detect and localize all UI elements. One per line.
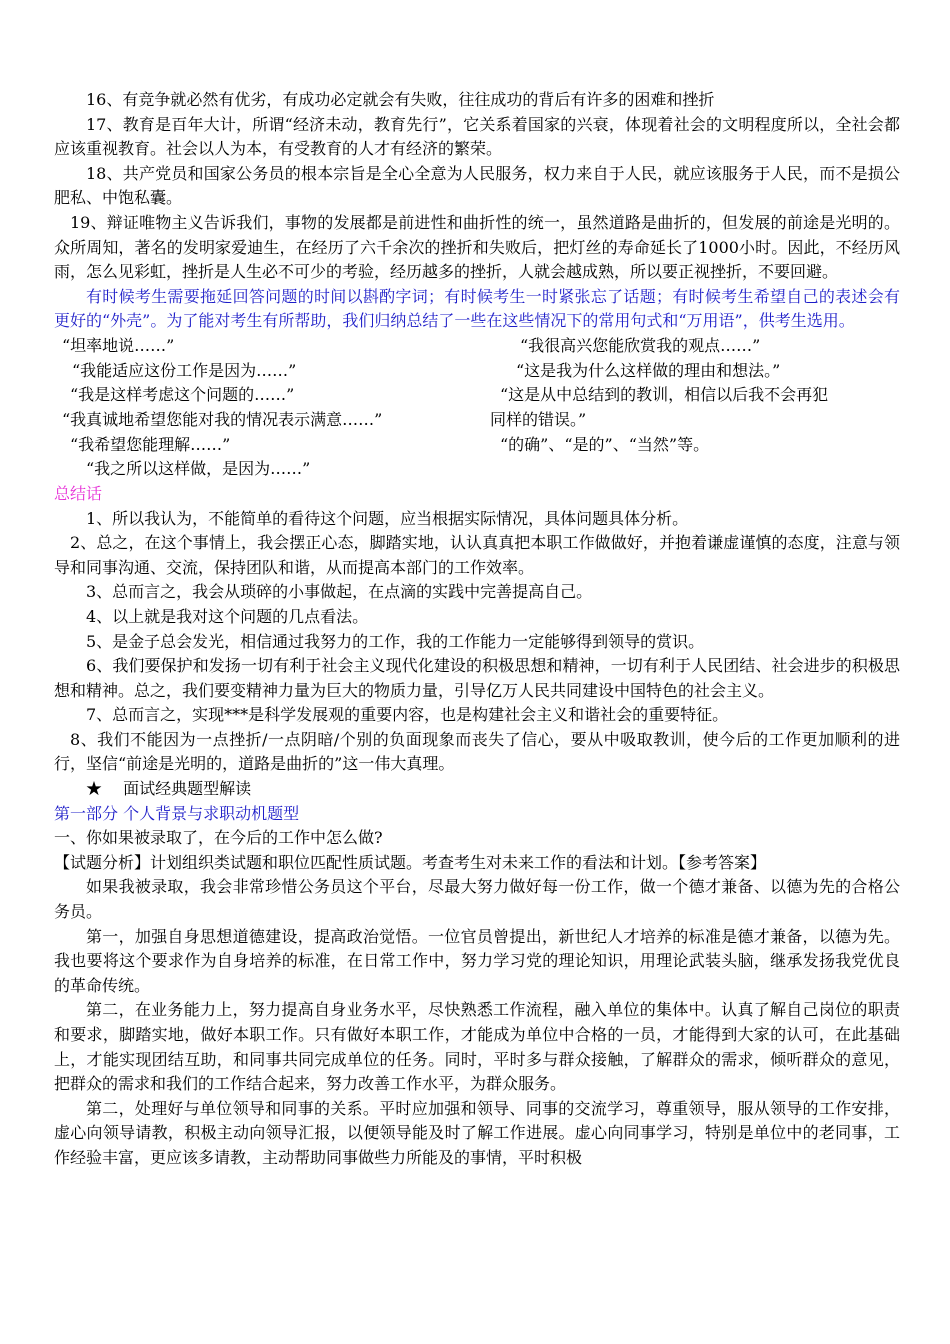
- document-page: [54, 88, 900, 1171]
- summary-item-2: 2、总之，在这个事情上，我会摆正心态，脚踏实地，认认真真把本职工作做做好，并抱着谦虚谨慎的态度，注意与领导和同事沟通、交流，保持团队和谐，从而提高本部门的工作效率。: [54, 533, 900, 577]
- summary-item-5: 5、是金子总会发光，相信通过我努力的工作，我的工作能力一定能够得到领导的赏识。: [86, 631, 705, 651]
- analysis: 【试题分析】计划组织类试题和职位匹配性质试题。考查考生对未来工作的看法和计划。【参考答案】: [54, 852, 767, 872]
- intro-note: 有时候考生需要拖延回答问题的时间以斟酌字词；有时候考生一时紧张忘了话题；有时候考生希望自己的表述会有更好的“外壳”。为了能对考生有所帮助，我们归纳总结了一些在这些情况下的常用句式和“万用语”，供考生选用。: [54, 286, 900, 331]
- summary-item-4: 4、以上就是我对这个问题的几点看法。: [86, 606, 369, 626]
- phrase-right-3: “这是从中总结到的教训，相信以后我不会再犯: [500, 384, 829, 404]
- summary-item-7: 7、总而言之，实现***是科学发展观的重要内容，也是构建社会主义和谐社会的重要特征。: [86, 705, 729, 725]
- phrase-left-6: “我之所以这样做，是因为……”: [86, 458, 311, 478]
- phrase-left-1: “坦率地说……”: [62, 335, 175, 355]
- section-star-title: ★ 面试经典题型解读: [86, 779, 252, 799]
- part-heading: 第一部分 个人背景与求职动机题型: [54, 803, 300, 823]
- paragraph-17: 17、教育是百年大计，所谓“经济未动，教育先行”，它关系着国家的兴衰，体现着社会的文明程度所以，全社会都应该重视教育。社会以人为本，有受教育的人才有经济的繁荣。: [54, 114, 900, 159]
- summary-heading: 总结话: [54, 483, 103, 503]
- phrase-left-5: “我希望您能理解……”: [70, 434, 231, 454]
- answer-paragraph-1: 如果我被录取，我会非常珍惜公务员这个平台，尽最大努力做好每一份工作，做一个德才兼备、以德为先的合格公务员。: [54, 877, 900, 922]
- phrase-right-2: “这是我为什么这样做的理由和想法。”: [516, 360, 781, 380]
- paragraph-16: 16、有竞争就必然有优劣，有成功必定就会有失败，往往成功的背后有许多的困难和挫折: [86, 90, 715, 109]
- phrase-left-2: “我能适应这份工作是因为……”: [72, 360, 297, 380]
- answer-paragraph-4: 第二，处理好与单位领导和同事的关系。平时应加强和领导、同事的交流学习，尊重领导，服从领导的工作安排，虚心向领导请教，积极主动向领导汇报，以便领导能及时了解工作进展。虚心向同事学习，特别是单位中的老同事，工作经验丰富，更应该多请教，主动帮助同事做些力所能及的事情，平时积极: [54, 1098, 900, 1167]
- phrase-right-4: 同样的错误。”: [490, 409, 587, 429]
- paragraph-18: 18、共产党员和国家公务员的根本宗旨是全心全意为人民服务，权力来自于人民，就应该服务于人民，而不是损公肥私、中饱私囊。: [54, 163, 900, 208]
- phrase-left-4: “我真诚地希望您能对我的情况表示满意……”: [62, 409, 383, 429]
- paragraph-19: 19、辩证唯物主义告诉我们，事物的发展都是前进性和曲折性的统一，虽然道路是曲折的，但发展的前途是光明的。众所周知，著名的发明家爱迪生，在经历了六千余次的挫折和失败后，把灯丝的寿命延长了1000小时。因此，不经历风雨，怎么见彩虹，挫折是人生必不可少的考验，经历越多的挫折，人就会越成熟，所以要正视挫折，不要回避。: [54, 212, 900, 282]
- summary-item-8: 8、我们不能因为一点挫折/一点阴暗/个别的负面现象而丧失了信心，要从中吸取教训，使今后的工作更加顺利的进行，坚信“前途是光明的，道路是曲折的”这一伟大真理。: [54, 729, 900, 774]
- summary-item-6: 6、我们要保护和发扬一切有利于社会主义现代化建设的积极思想和精神，一切有利于人民团结、社会进步的积极思想和精神。总之，我们要变精神力量为巨大的物质力量，引导亿万人民共同建设中国特色的社会主义。: [54, 656, 900, 700]
- phrase-right-1: “我很高兴您能欣赏我的观点……”: [520, 335, 761, 355]
- phrase-list: [54, 334, 900, 482]
- answer-paragraph-2: 第一，加强自身思想道德建设，提高政治觉悟。一位官员曾提出，新世纪人才培养的标准是德才兼备，以德为先。我也要将这个要求作为自身培养的标准，在日常工作中，努力学习党的理论知识，用理论武装头脑，继承发扬我党优良的革命传统。: [54, 926, 900, 995]
- summary-item-1: 1、所以我认为，不能简单的看待这个问题，应当根据实际情况，具体问题具体分析。: [86, 508, 689, 528]
- phrase-right-5: “的确”、“是的”、“当然”等。: [500, 434, 710, 454]
- phrase-left-3: “我是这样考虑这个问题的……”: [70, 384, 295, 404]
- answer-paragraph-3: 第二，在业务能力上，努力提高自身业务水平，尽快熟悉工作流程，融入单位的集体中。认真了解自己岗位的职责和要求，脚踏实地，做好本职工作。只有做好本职工作，才能成为单位中合格的一员，才能得到大家的认可，在此基础上，才能实现团结互助，和同事共同完成单位的任务。同时，平时多与群众接触，了解群众的需求，倾听群众的意见，把群众的需求和我们的工作结合起来，努力改善工作水平，为群众服务。: [54, 1000, 900, 1094]
- question: 一、你如果被录取了，在今后的工作中怎么做?: [54, 828, 383, 848]
- summary-item-3: 3、总而言之，我会从琐碎的小事做起，在点滴的实践中完善提高自己。: [86, 582, 593, 602]
